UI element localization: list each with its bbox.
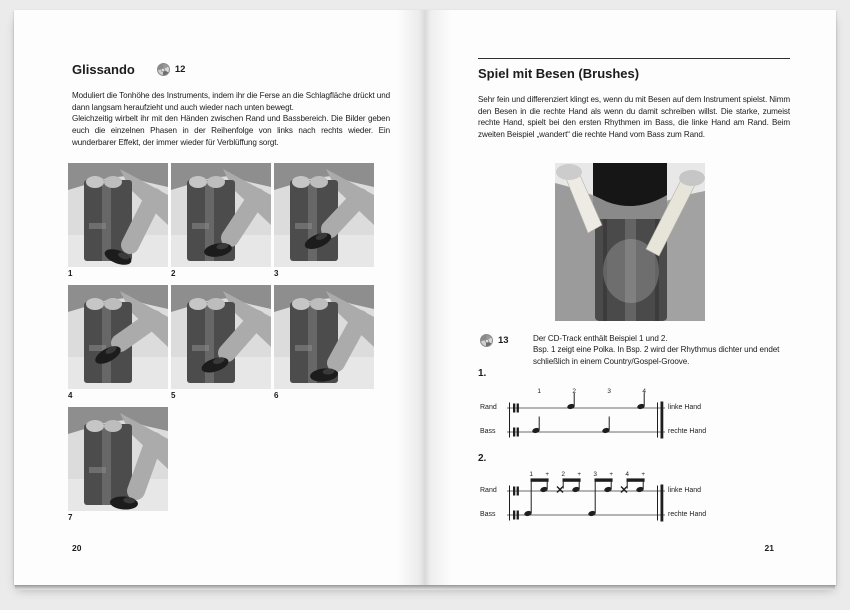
staff-notation <box>506 465 666 527</box>
staff-notation <box>506 382 666 444</box>
svg-text:4: 4 <box>642 388 647 395</box>
heading-rule <box>478 58 790 59</box>
hand-label-right: rechte Hand <box>668 427 707 435</box>
cajon-foot-photo <box>274 285 374 389</box>
cd-track-number: 13 <box>498 335 509 346</box>
cajon-foot-photo <box>171 285 271 389</box>
photo-number: 7 <box>68 513 73 522</box>
svg-text:4: 4 <box>625 471 630 478</box>
cd-badge <box>480 334 509 347</box>
photo-number: 3 <box>274 269 279 278</box>
left-heading-row <box>72 62 185 77</box>
cajon-foot-photo <box>274 163 374 267</box>
cd-track-number: 12 <box>174 64 186 75</box>
body-paragraph: Gleichzeitig wirbelt ihr mit den Händen zwischen Rand und Bassbereich. Die Bilder geben euch die einzelnen Phasen in der Reihenfolge von links nach rechts wieder. Ein wunderbarer Effekt, der immer wieder für Verblüffung sorgt. <box>72 114 390 147</box>
rhythm-example-1 <box>480 382 790 446</box>
body-paragraph: Sehr fein und differenziert klingt es, wenn du mit Besen auf dem Instrument spielst. Nimm den Besen in die rechte Hand als wenn du damit schreiben willst. Die starke, zumeist rechte Hand, spielt bei den ersten Rhythmen im Bass, die linke Hand am Rand. Beim zweiten Beispiel „wandert“ die rechte Hand vom Bass zum Rand. <box>478 95 790 140</box>
photo-number: 6 <box>274 391 279 400</box>
svg-text:1: 1 <box>537 388 542 395</box>
section-heading-glissando: Glissando <box>72 62 135 77</box>
cajon-foot-photo <box>68 285 168 389</box>
svg-text:+: + <box>545 471 550 478</box>
page-number: 20 <box>72 543 82 553</box>
cajon-foot-photo <box>68 163 168 267</box>
example-1-label: 1. <box>478 368 487 379</box>
svg-text:3: 3 <box>607 388 612 395</box>
cd-icon <box>157 63 170 76</box>
photo-grid <box>68 163 380 525</box>
svg-text:2: 2 <box>561 471 566 478</box>
instruction-photo <box>68 407 168 525</box>
svg-text:2: 2 <box>572 388 577 395</box>
right-body-text <box>478 94 790 141</box>
left-page <box>14 10 425 585</box>
staff-row-label-rand: Rand <box>480 486 497 494</box>
instruction-photo <box>171 163 271 281</box>
photo-number: 4 <box>68 391 73 400</box>
svg-text:1: 1 <box>529 471 534 478</box>
svg-text:+: + <box>641 471 646 478</box>
staff-row-label-bass: Bass <box>480 510 496 518</box>
instruction-photo <box>274 163 374 281</box>
photo-number: 1 <box>68 269 73 278</box>
staff-row-label-bass: Bass <box>480 427 496 435</box>
instruction-photo <box>274 285 374 403</box>
instruction-photo <box>68 285 168 403</box>
photo-number: 2 <box>171 269 176 278</box>
hand-label-left: linke Hand <box>668 403 702 411</box>
left-body-text <box>72 90 390 149</box>
svg-text:3: 3 <box>593 471 598 478</box>
instruction-photo <box>68 163 168 281</box>
cajon-foot-photo <box>171 163 271 267</box>
staff-row-label-rand: Rand <box>480 403 497 411</box>
photo-number: 5 <box>171 391 176 400</box>
example-2-label: 2. <box>478 453 487 464</box>
cajon-foot-photo <box>68 407 168 511</box>
cd-note-line: Bsp. 1 zeigt eine Polka. In Bsp. 2 wird der Rhythmus dichter und endet schließlich in einem Country/Gospel-Groove. <box>533 345 780 366</box>
body-paragraph: Moduliert die Tonhöhe des Instruments, indem ihr die Ferse an die Schlagfläche drückt und dann langsam heraufzieht und auch wieder nach unten bewegt. <box>72 91 390 112</box>
cd-note-line: Der CD-Track enthält Beispiel 1 und 2. <box>533 334 668 343</box>
page-number: 21 <box>764 543 774 553</box>
brushes-photo <box>555 163 705 321</box>
hand-label-right: rechte Hand <box>668 510 707 518</box>
brushes-photo-image <box>555 163 705 321</box>
left-hand <box>556 164 582 180</box>
right-hand <box>679 170 705 186</box>
instruction-photo <box>171 285 271 403</box>
hand-label-left: linke Hand <box>668 486 702 494</box>
book-spread <box>14 10 836 585</box>
cd-note-text <box>533 333 789 367</box>
svg-text:+: + <box>609 471 614 478</box>
right-page <box>425 10 836 585</box>
cd-icon <box>480 334 493 347</box>
svg-text:+: + <box>577 471 582 478</box>
shirt <box>593 163 667 207</box>
rhythm-example-2 <box>480 465 790 529</box>
section-heading-brushes: Spiel mit Besen (Brushes) <box>478 66 640 81</box>
book-edge <box>15 585 835 590</box>
